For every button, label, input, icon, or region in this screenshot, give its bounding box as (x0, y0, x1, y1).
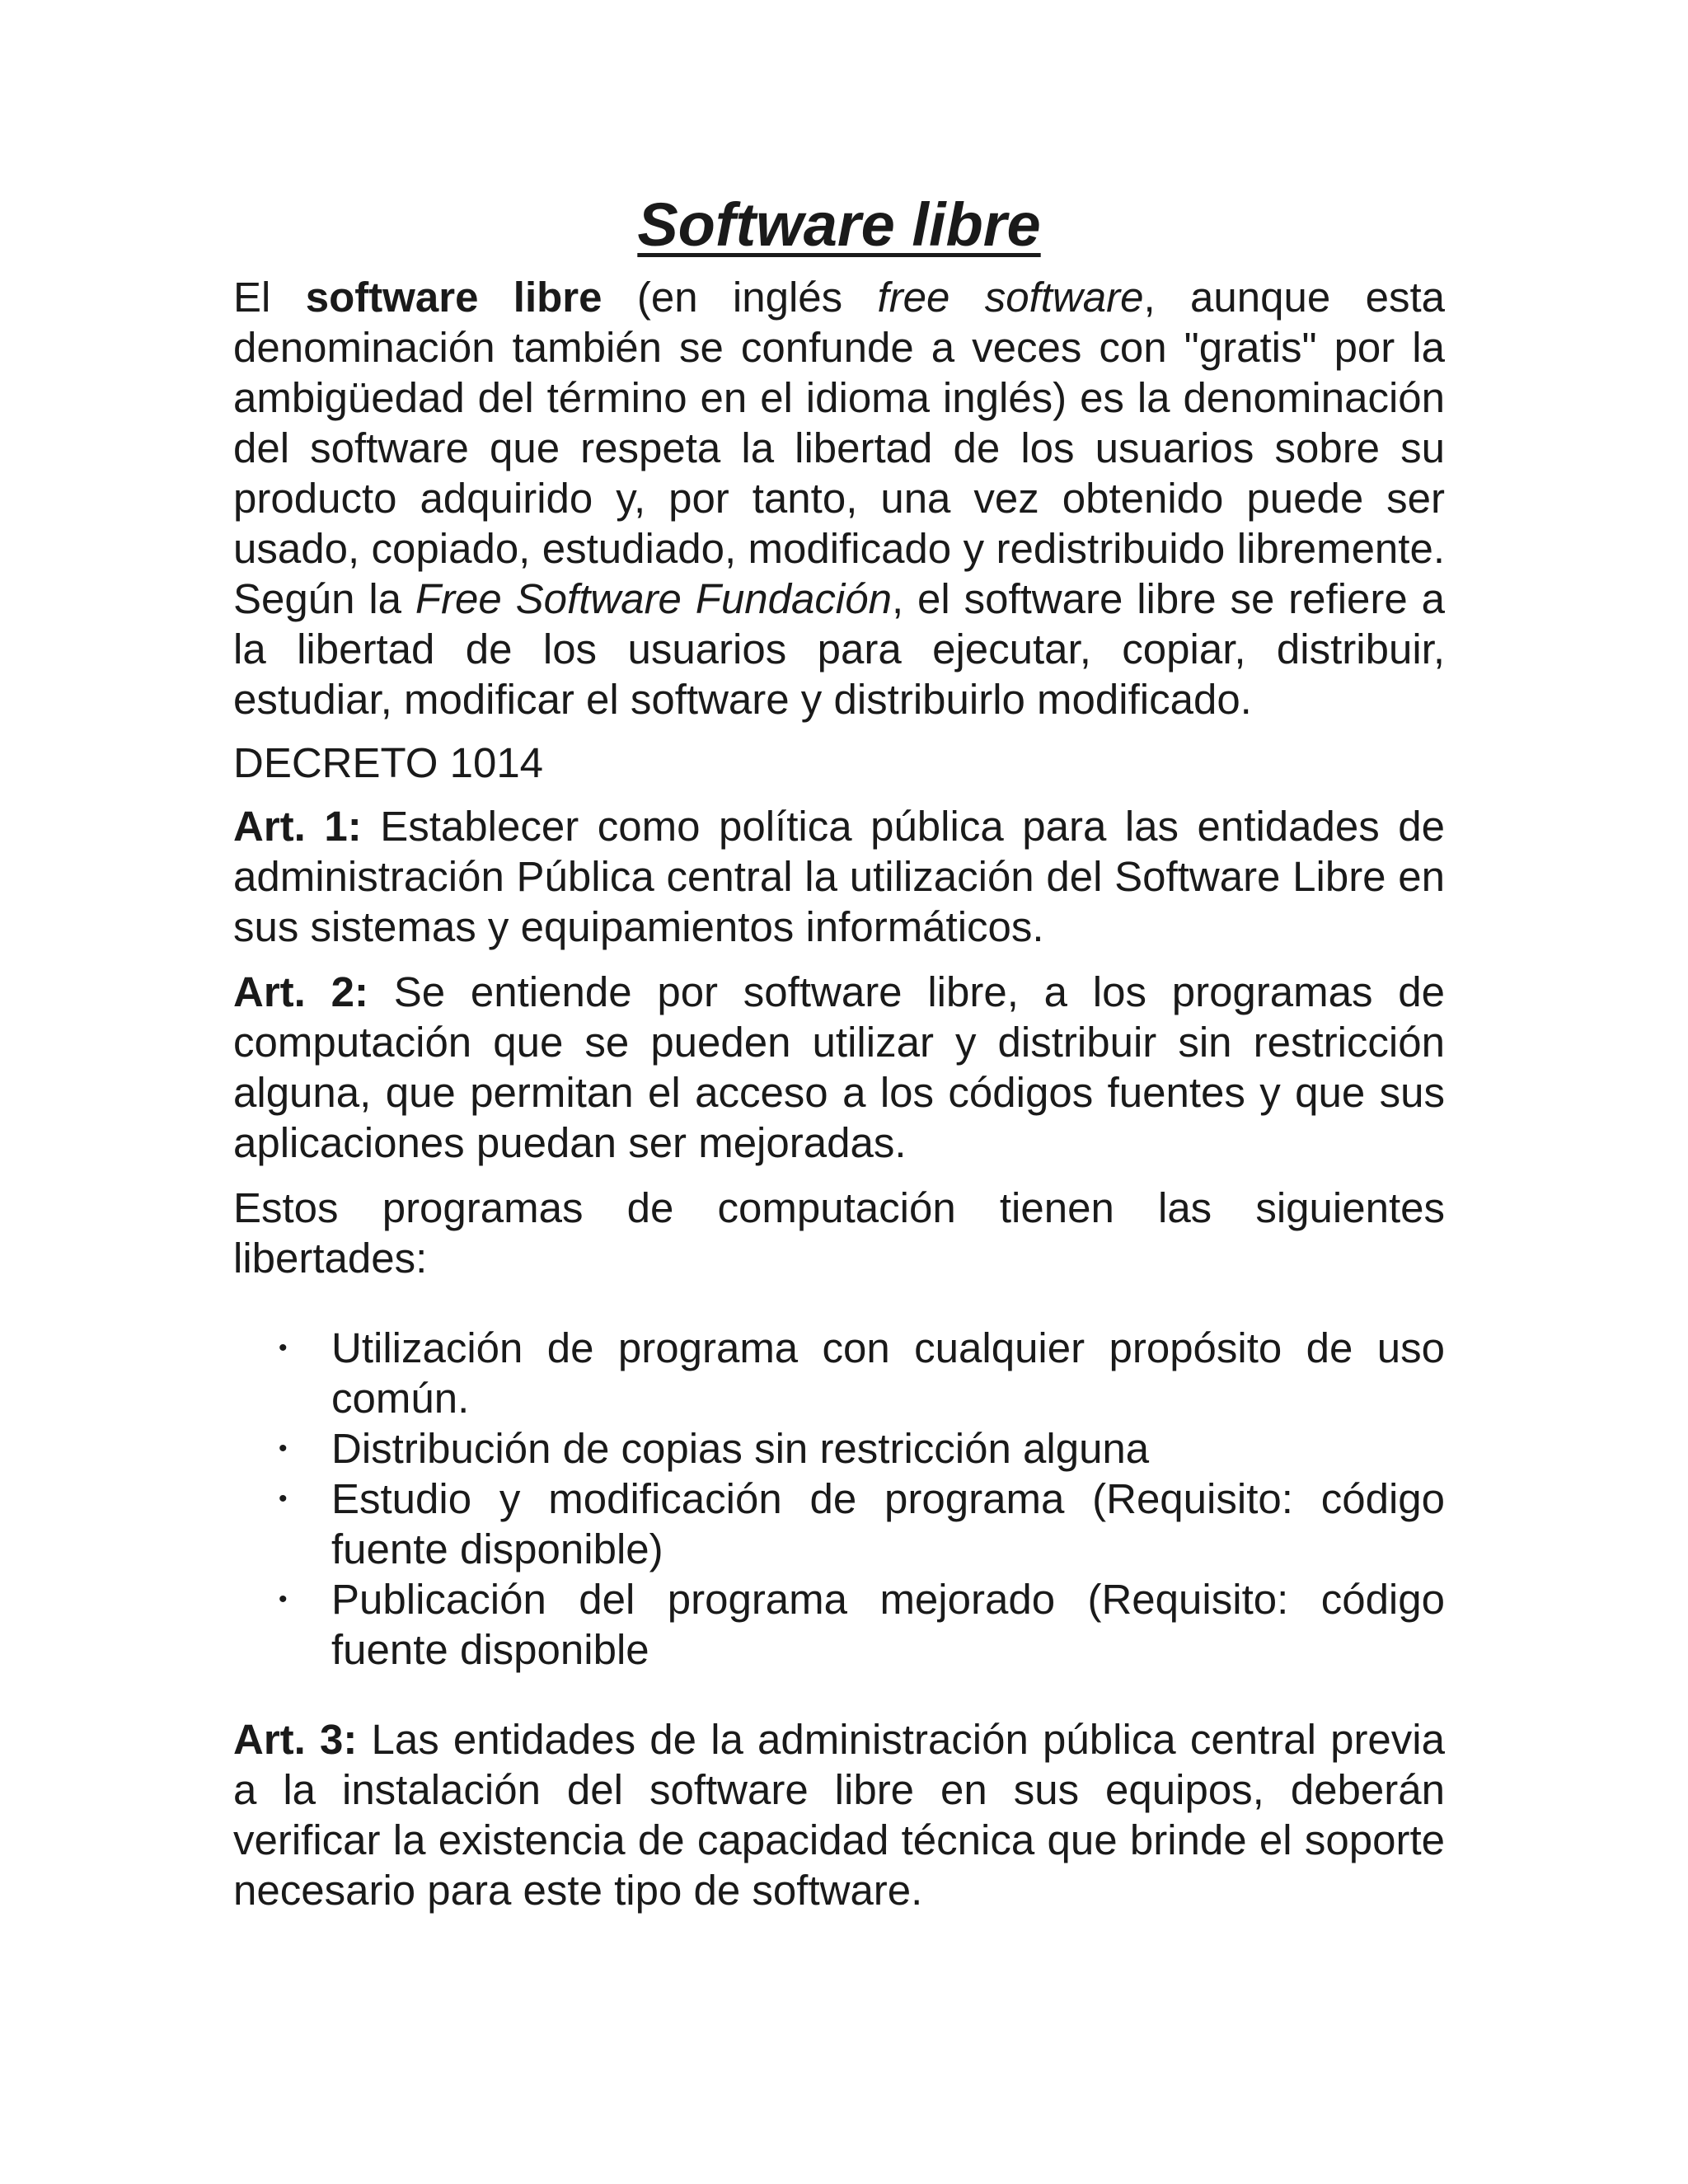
freedoms-intro: Estos programas de computación tienen las siguientes libertades: (233, 1184, 1445, 1282)
intro-text-3: , aunque esta denominación también se confunde a veces con "gratis" por la ambigüedad del término en el idioma inglés) es la denominación del software que respeta la libertad de los usuarios sobre su producto adquirido y, por tanto, una vez obtenido puede ser usado, copiado, estudiado, modificado y redistribuido libremente. Según la (233, 274, 1445, 622)
article-3-label: Art. 3: (233, 1716, 358, 1763)
bullet-icon: • (279, 1586, 288, 1613)
document-page (233, 188, 1445, 1915)
list-item-text: Estudio y modificación de programa (Requisito: código fuente disponible) (331, 1475, 1445, 1572)
article-3-text: Las entidades de la administración pública central previa a la instalación del software libre en sus equipos, deberán verificar la existencia de capacidad técnica que brinde el soporte necesario para este tipo de software. (233, 1716, 1445, 1914)
article-2-text: Se entiende por software libre, a los programas de computación que se pueden utilizar y distribuir sin restricción alguna, que permitan el acceso a los códigos fuentes y que sus aplicaciones puedan ser mejoradas. (233, 968, 1445, 1166)
intro-italic-term: free software (877, 274, 1144, 321)
article-1-label: Art. 1: (233, 803, 362, 850)
document-title: Software libre (637, 190, 1041, 259)
bullet-icon: • (279, 1334, 288, 1361)
bullet-icon: • (279, 1485, 288, 1512)
article-3 (233, 1714, 1445, 1915)
list-item (233, 1323, 1445, 1423)
intro-italic-foundation: Free Software Fundación (415, 575, 892, 622)
list-item-text: Publicación del programa mejorado (Requisito: código fuente disponible (331, 1576, 1445, 1673)
article-2 (233, 967, 1445, 1168)
article-1-text: Establecer como política pública para las entidades de administración Pública central la utilización del Software Libre en sus sistemas y equipamientos informáticos. (233, 803, 1445, 950)
intro-paragraph (233, 272, 1445, 724)
list-item (233, 1574, 1445, 1675)
list-item (233, 1423, 1445, 1474)
intro-text-4: , el software libre se refiere a la libertad de los usuarios para ejecutar, copiar, distribuir, estudiar, modificar el software y distribuirlo modificado. (233, 575, 1445, 723)
article-2-label: Art. 2: (233, 968, 368, 1015)
decree-heading: DECRETO 1014 (233, 739, 544, 786)
list-item-text: Distribución de copias sin restricción alguna (331, 1425, 1150, 1472)
intro-text-1: El (233, 274, 306, 321)
bullet-icon: • (279, 1435, 288, 1462)
intro-text-2: (en inglés (602, 274, 878, 321)
list-item-text: Utilización de programa con cualquier propósito de uso común. (331, 1324, 1445, 1422)
article-1 (233, 801, 1445, 952)
freedoms-list (233, 1323, 1445, 1675)
intro-bold-term: software libre (305, 274, 603, 321)
list-item (233, 1474, 1445, 1574)
